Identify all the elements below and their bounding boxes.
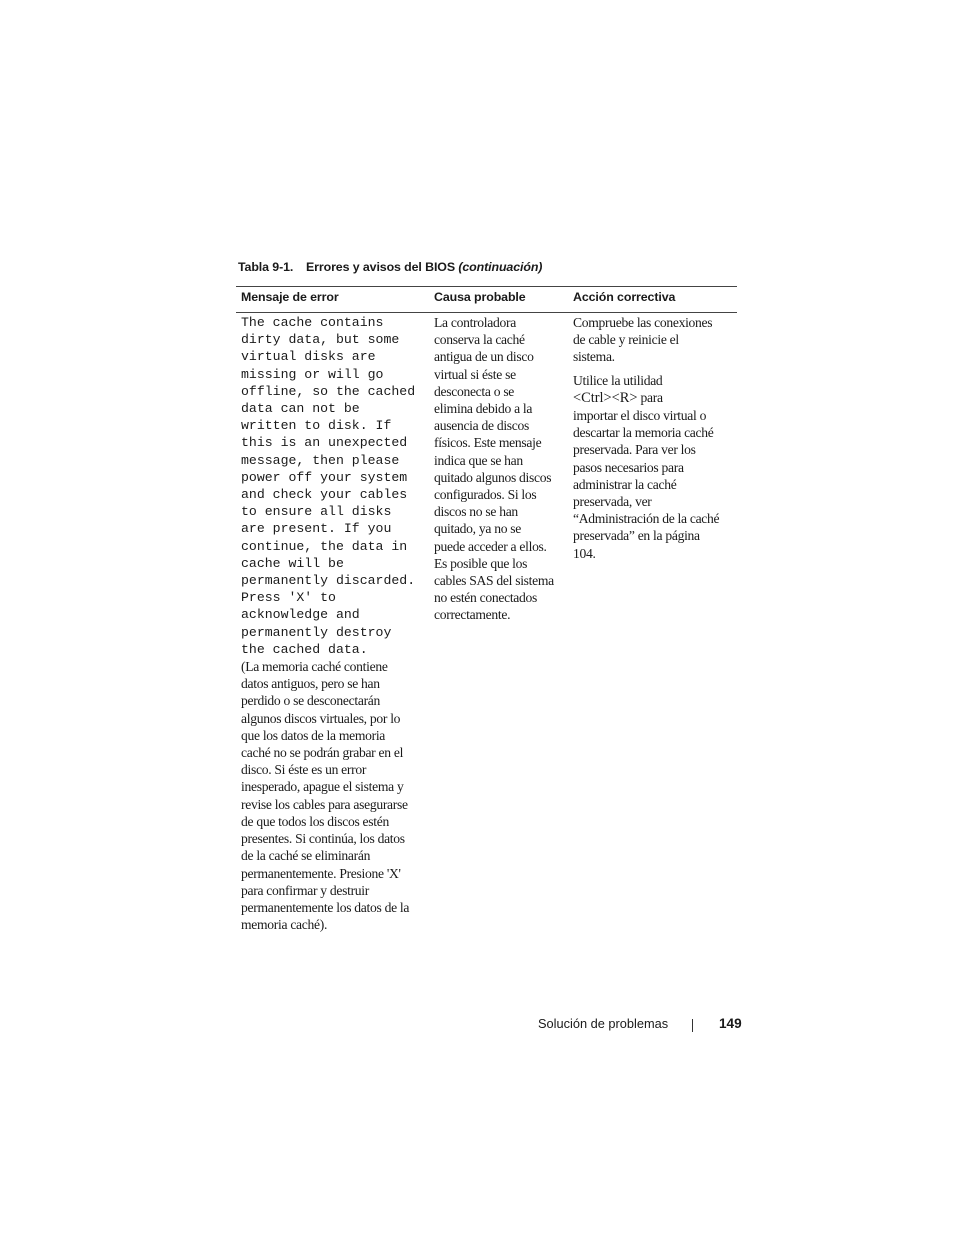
table-continued-label: (continuación) bbox=[458, 260, 543, 274]
header-probable-cause: Causa probable bbox=[434, 290, 526, 304]
corrective-action-utility bbox=[573, 372, 719, 562]
header-error-message: Mensaje de error bbox=[241, 290, 339, 304]
table-caption bbox=[238, 260, 542, 274]
corrective-action-check-cables: Compruebe las conexiones de cable y reinicie el sistema. bbox=[573, 315, 713, 365]
utility-description: importar el disco virtual o descartar la memoria caché preservada. Para ver los pasos necesarios para administrar la caché preservada, ver “Administración de la caché preservada” en la página 104. bbox=[573, 408, 720, 561]
page-number: 149 bbox=[719, 1016, 742, 1031]
table-title: Errores y avisos del BIOS bbox=[306, 260, 456, 274]
header-corrective-action: Acción correctiva bbox=[573, 290, 676, 304]
error-message-code: The cache contains dirty data, but some virtual disks are missing or will go offline, so the cached data can not be written to disk. If this is an unexpected message, then please power off your system and check your cables to ensure all disks are present. If you continue, the data in cache will be permanently discarded. Press 'X' to acknowledge and permanently destroy the cached data. bbox=[241, 315, 416, 657]
utility-after-key: para bbox=[637, 389, 663, 405]
table-number: Tabla 9-1. bbox=[238, 260, 294, 274]
cell-error-message bbox=[241, 314, 415, 933]
cell-corrective-action bbox=[573, 314, 719, 562]
probable-cause-text: La controladora conserva la caché antigua de un disco virtual si éste se desconecta o se elimina debido a la ausencia de discos físicos. Este mensaje indica que se han quitado algunos discos configurados. Si los discos no se han quitado, ya no se puede acceder a ellos. Es posible que los cables SAS del sistema no estén conectados correctamente. bbox=[434, 315, 554, 623]
footer-separator bbox=[692, 1019, 693, 1032]
cell-probable-cause bbox=[434, 314, 554, 624]
table-header-rule bbox=[236, 312, 737, 313]
utility-intro: Utilice la utilidad bbox=[573, 372, 663, 388]
footer-section-title: Solución de problemas bbox=[538, 1016, 669, 1031]
error-message-translation: (La memoria caché contiene datos antiguos, pero se han perdido o se desconectarán algunos discos virtuales, por lo que los datos de la memoria caché no se podrán grabar en el disco. Si éste es un error inesperado, apague el sistema y revise los cables para asegurarse de que todos los discos estén presentes. Si continúa, los datos de la caché se eliminarán permanentemente. Presione 'X' para confirmar y destruir permanentemente los datos de la memoria caché). bbox=[241, 659, 410, 933]
ctrl-r-key-combo: <Ctrl><R> bbox=[573, 389, 638, 406]
table-top-rule bbox=[236, 286, 737, 287]
